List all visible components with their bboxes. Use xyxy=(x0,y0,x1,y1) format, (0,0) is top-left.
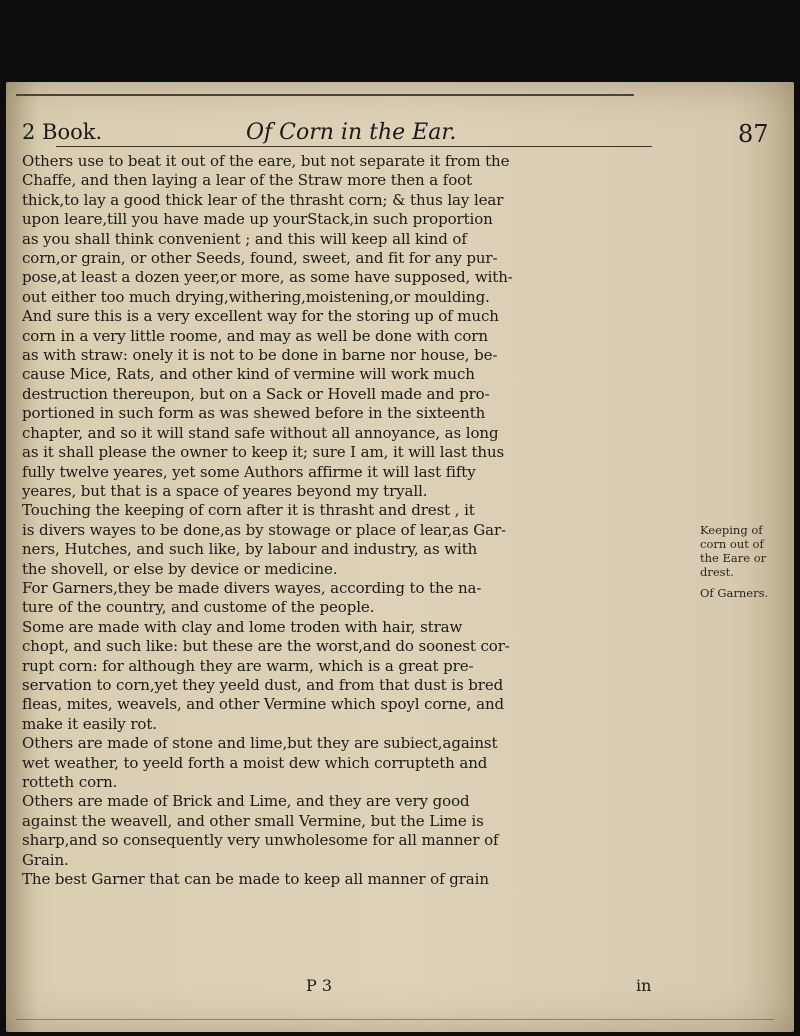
margin-note-line: Of Garners. xyxy=(700,586,769,600)
text-line: Chaffe, and then laying a lear of the Straw more then a foot xyxy=(22,171,472,190)
running-title: Of Corn in the Ear. xyxy=(246,120,457,145)
text-line: chapter, and so it will stand safe without all annoyance, as long xyxy=(22,423,499,442)
book-page xyxy=(6,82,794,1032)
text-line: corn,or grain, or other Seeds, found, sweet, and fit for any pur- xyxy=(22,249,498,268)
page-number: 87 xyxy=(738,120,769,148)
catchword: in xyxy=(636,976,652,995)
text-line: Others are made of Brick and Lime, and they are very good xyxy=(22,792,470,811)
text-line: out either too much drying,withering,moistening,or moulding. xyxy=(22,287,490,306)
margin-note-line: the Eare or xyxy=(700,551,767,565)
bottom-edge xyxy=(16,1019,774,1020)
margin-note-garners xyxy=(700,586,790,600)
page-footer xyxy=(6,976,794,1000)
header-rule xyxy=(56,146,652,147)
margin-note-line: corn out of xyxy=(700,537,764,551)
text-line: ners, Hutches, and such like, by labour and industry, as with xyxy=(22,540,478,559)
margin-note-keeping xyxy=(700,523,790,579)
text-line: make it easily rot. xyxy=(22,714,157,733)
text-line: fully twelve yeares, yet some Authors affirme it will last fifty xyxy=(22,462,476,481)
text-line: rotteth corn. xyxy=(22,773,118,791)
text-line: thick,to lay a good thick lear of the thrasht corn; & thus lay lear xyxy=(22,190,504,209)
book-number: 2 Book. xyxy=(22,120,103,144)
text-line: And sure this is a very excellent way for the storing up of much xyxy=(22,307,499,326)
text-line: Some are made with clay and lome troden with hair, straw xyxy=(22,617,463,636)
signature-mark: P 3 xyxy=(306,976,333,995)
text-line: ture of the country, and custome of the people. xyxy=(22,598,375,617)
margin-note-line: drest. xyxy=(700,565,734,579)
text-line: as with straw: onely it is not to be done in barne nor house, be- xyxy=(22,346,498,365)
text-line: Others use to beat it out of the eare, but not separate it from the xyxy=(22,152,510,170)
text-line: fleas, mites, weavels, and other Vermine which spoyl corne, and xyxy=(22,695,505,714)
text-line: For Garners,they be made divers wayes, according to the na- xyxy=(22,578,482,597)
text-line: destruction thereupon, but on a Sack or Hovell made and pro- xyxy=(22,384,490,403)
text-line: The best Garner that can be made to keep all manner of grain xyxy=(22,870,489,889)
text-line: corn in a very little roome, and may as well be done with corn xyxy=(22,326,488,345)
text-line: servation to corn,yet they yeeld dust, and from that dust is bred xyxy=(22,675,504,694)
text-line: yeares, but that is a space of yeares beyond my tryall. xyxy=(22,481,428,500)
text-line: portioned in such form as was shewed before in the sixteenth xyxy=(22,404,486,423)
text-line: is divers wayes to be done,as by stowage or place of lear,as Gar- xyxy=(22,520,506,539)
text-line: Grain. xyxy=(22,850,69,869)
text-line: wet weather, to yeeld forth a moist dew which corrupteth and xyxy=(22,753,488,772)
body-text xyxy=(22,152,694,889)
text-line: sharp,and so consequently very unwholesome for all manner of xyxy=(22,831,499,850)
text-line: rupt corn: for although they are warm, which is a great pre- xyxy=(22,656,474,675)
text-line: upon leare,till you have made up yourStack,in such proportion xyxy=(22,210,493,229)
text-line: against the weavell, and other small Vermine, but the Lime is xyxy=(22,811,484,830)
text-line: pose,at least a dozen yeer,or more, as some have supposed, with- xyxy=(22,268,513,287)
text-line: as you shall think convenient ; and this will keep all kind of xyxy=(22,229,467,248)
text-line: chopt, and such like: but these are the worst,and do soonest cor- xyxy=(22,637,510,656)
text-line: cause Mice, Rats, and other kind of vermine will work much xyxy=(22,365,475,384)
margin-note-line: Keeping of xyxy=(700,523,763,537)
text-line: as it shall please the owner to keep it; sure I am, it will last thus xyxy=(22,443,505,462)
top-edge-rule xyxy=(16,94,634,96)
text-line: Others are made of stone and lime,but they are subiect,against xyxy=(22,734,498,753)
text-line: Touching the keeping of corn after it is thrasht and drest , it xyxy=(22,501,475,520)
text-line: the shovell, or else by device or medicine. xyxy=(22,559,338,578)
